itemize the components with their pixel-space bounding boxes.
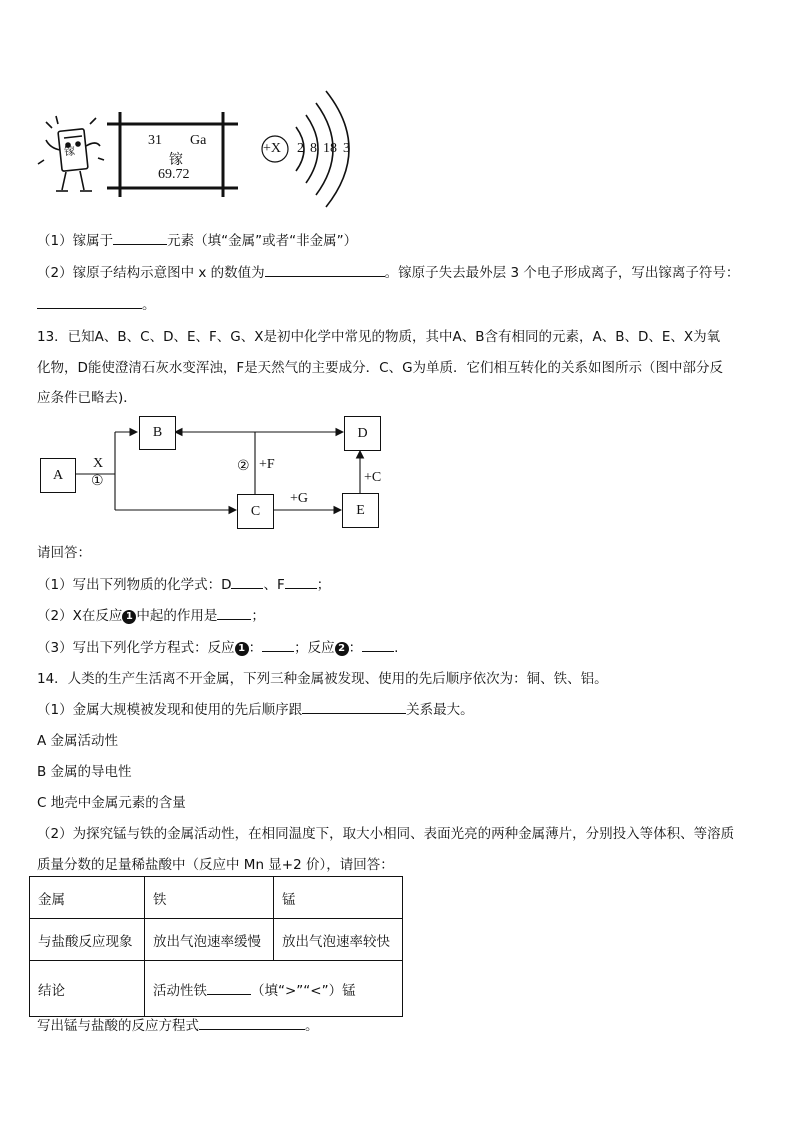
q12-part2: （2）镓原子结构示意图中 x 的数值为 。镓原子失去最外层 3 个电子形成离子，写出镓离子符号： [37,265,740,281]
shell-4-count: 3 [343,141,350,156]
answer-blank[interactable] [113,232,167,245]
shell-3-count: 18 [323,141,337,156]
q13-stem-line3: 应条件已略去)． [37,390,137,406]
answer-blank[interactable] [262,639,294,652]
answer-blank[interactable] [362,639,394,652]
q14-stem: 14．人类的生产生活离不开金属，下列三种金属被发现、使用的先后顺序依次为：铜、铁、铝。 [37,671,608,687]
table-cell-conclusion: 活动性铁 （填“>”“<”）锰 [145,961,403,1017]
table-row [30,877,403,919]
q12-part2-cont: 。 [37,293,156,313]
q14-part1: （1）金属大规模被发现和使用的先后顺序跟 关系最大。 [37,702,474,718]
answer-blank[interactable] [199,1017,305,1030]
reaction-diagram [0,400,794,540]
q13-ask: 请回答： [37,545,91,561]
node-a: A [40,458,76,493]
metal-comparison-table [29,876,403,1017]
label-reaction-1: ① [91,473,104,489]
element-symbol: Ga [190,133,207,148]
circled-number: 2 [335,642,349,656]
table-cell: 铁 [145,877,274,919]
element-number: 31 [148,133,162,148]
node-b: B [139,416,176,450]
answer-blank[interactable] [207,982,251,995]
answer-blank[interactable] [265,264,385,277]
table-cell: 放出气泡速率缓慢 [145,919,274,961]
answer-blank[interactable] [217,607,251,620]
answer-blank[interactable] [285,576,317,589]
cartoon-label: 镓 [63,144,76,159]
label-plus-g: +G [290,491,309,506]
label-plus-c: +C [364,470,382,485]
answer-blank[interactable] [302,701,406,714]
label-plus-f: +F [259,457,275,472]
q13-part1: （1）写出下列物质的化学式：D 、F ； [37,577,331,593]
q13-stem-line1: 13．已知A、B、C、D、E、F、G、X是初中化学中常见的物质，其中A、B含有相同的元素，A、B、D、E、X为氧 [37,329,721,345]
node-e: E [342,493,379,528]
q13-stem-line2: 化物，D能使澄清石灰水变浑浊，F是天然气的主要成分．C、G为单质．它们相互转化的关系如图所示（图中部分反 [37,360,724,376]
label-x: X [93,456,104,471]
q14-final: 写出锰与盐酸的反应方程式 。 [37,1018,319,1034]
table-cell: 放出气泡速率较快 [274,919,403,961]
table-row [30,961,403,1017]
nucleus-label: +X [263,141,282,156]
label-reaction-2: ② [237,458,250,474]
q13-part2: （2）X在反应 1 中起的作用是 ； [37,608,265,624]
q13-part3: （3）写出下列化学方程式：反应 1 ： ；反应 2 ： . [37,640,399,656]
node-c: C [237,494,274,529]
q14-option-b: B 金属的导电性 [37,764,132,780]
circled-number: 1 [122,610,136,624]
element-name: 镓 [169,152,183,168]
q14-option-a: A 金属活动性 [37,733,119,749]
q14-part2-line1: （2）为探究锰与铁的金属活动性，在相同温度下，取大小相同、表面光亮的两种金属薄片，分别投入等体积、等溶质 [37,826,735,842]
answer-blank[interactable] [231,576,263,589]
node-d: D [344,416,381,451]
table-cell: 金属 [30,877,145,919]
q14-part2-line2: 质量分数的足量稀盐酸中（反应中 Mn 显+2 价），请回答： [37,857,394,873]
table-row [30,919,403,961]
q14-option-c: C 地壳中金属元素的含量 [37,795,186,811]
table-cell: 结论 [30,961,145,1017]
shell-2-count: 8 [310,141,317,156]
element-mass: 69.72 [158,167,190,182]
circled-number: 1 [235,642,249,656]
table-cell: 与盐酸反应现象 [30,919,145,961]
shell-1-count: 2 [297,141,304,156]
q12-part1: （1）镓属于 元素（填“金属”或者“非金属”） [37,233,358,249]
answer-blank[interactable] [37,296,142,309]
table-cell: 锰 [274,877,403,919]
gallium-figure [0,0,794,230]
